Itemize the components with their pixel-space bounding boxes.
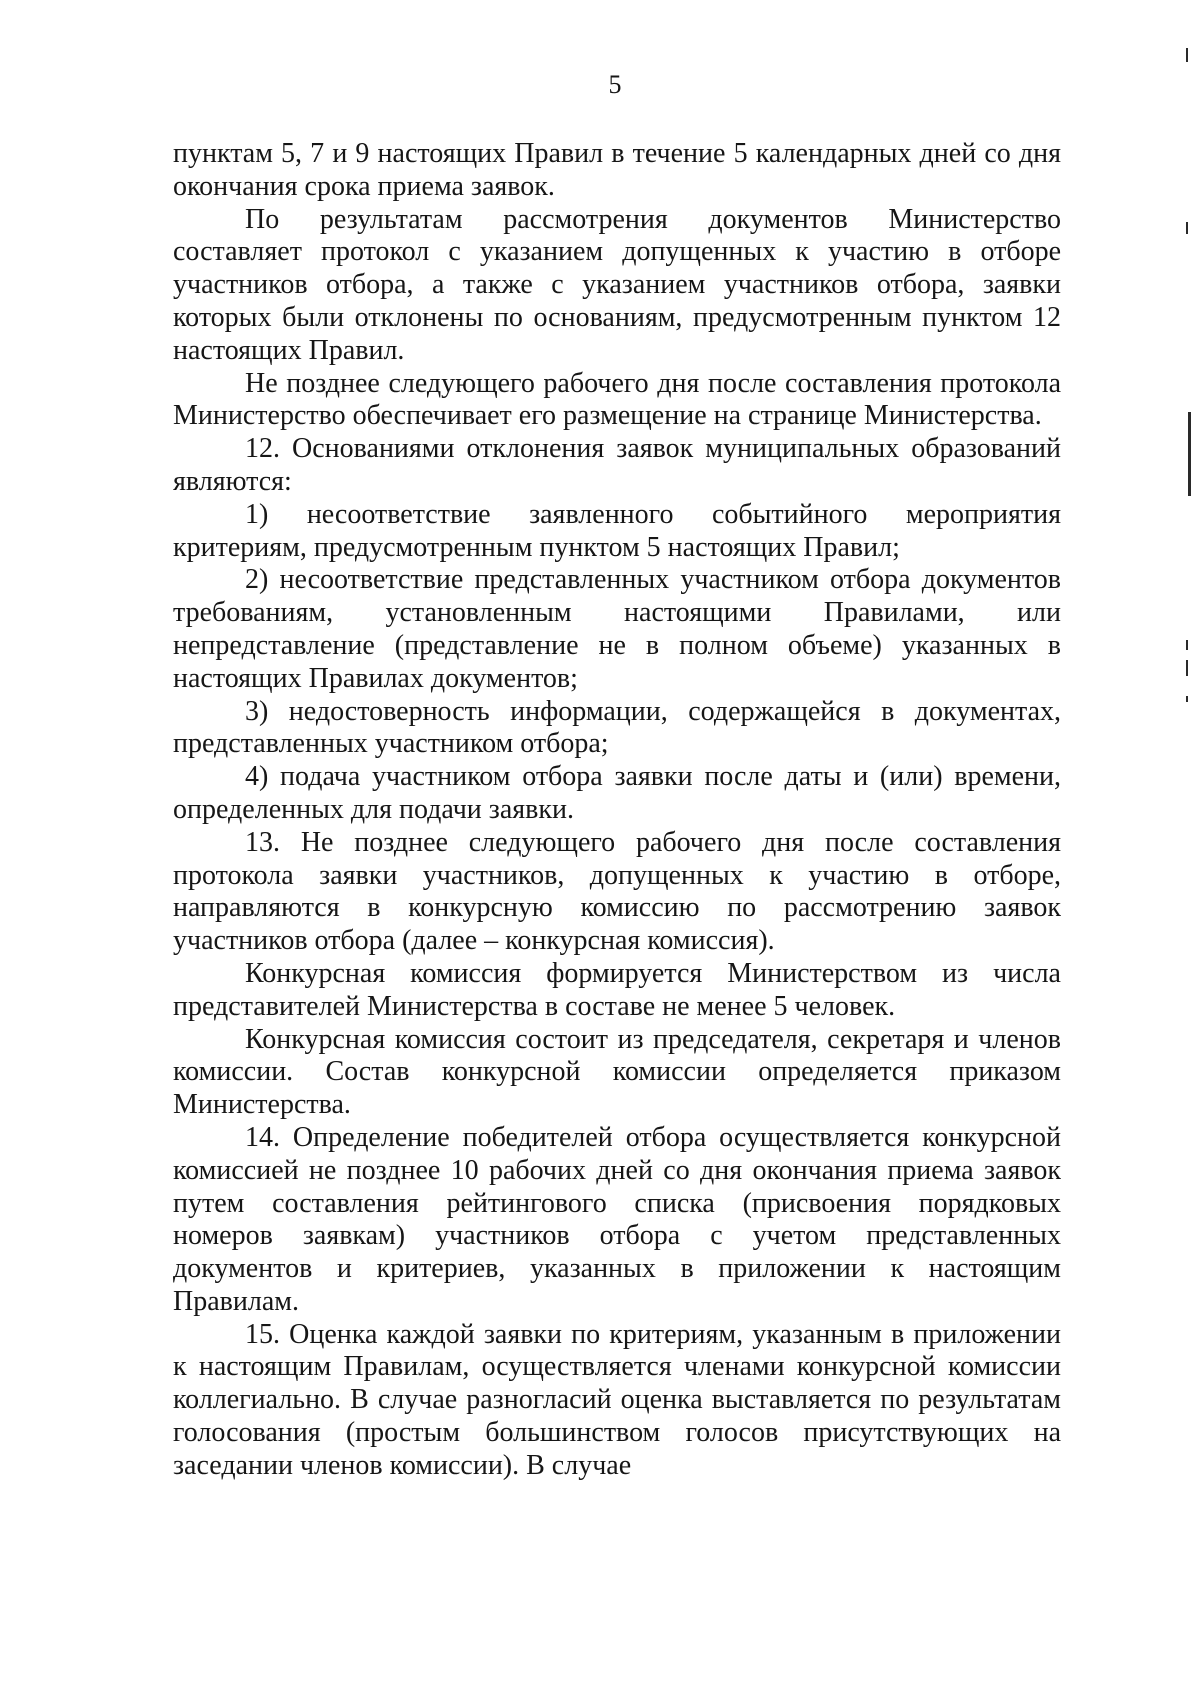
scan-artifact xyxy=(1186,222,1188,234)
paragraph-commission-formation: Конкурсная комиссия формируется Министерством из числа представителей Министерства в составе не менее 5 человек. xyxy=(173,957,1061,1022)
paragraph-continuation: пунктам 5, 7 и 9 настоящих Правил в течение 5 календарных дней со дня окончания срока приема заявок. xyxy=(173,138,1061,202)
scan-artifact xyxy=(1186,696,1188,702)
scan-artifact xyxy=(1186,660,1188,676)
scan-artifact xyxy=(1188,412,1191,496)
scan-artifact xyxy=(1186,640,1188,650)
paragraph-item-13: 13. Не позднее следующего рабочего дня после составления протокола заявки участников, допущенных к участию в отборе, направляются в конкурсную комиссию по рассмотрению заявок участников отбора (далее – конкурсная комиссия). xyxy=(173,826,1061,957)
paragraph-item-12-1: 1) несоответствие заявленного событийного мероприятия критериям, предусмотренным пунктом 5 настоящих Правил; xyxy=(173,498,1061,563)
paragraph-item-15: 15. Оценка каждой заявки по критериям, указанным в приложении к настоящим Правилам, осуществляется членами конкурсной комиссии коллегиально. В случае разногласий оценка выставляется по результатам голосования (простым большинством голосов присутствующих на заседании членов комиссии). В случае xyxy=(173,1318,1061,1481)
document-body xyxy=(173,138,1061,1483)
paragraph-item-12: 12. Основаниями отклонения заявок муниципальных образований являются: xyxy=(173,433,1061,497)
paragraph-commission-composition: Конкурсная комиссия состоит из председателя, секретаря и членов комиссии. Состав конкурсной комиссии определяется приказом Министерства. xyxy=(173,1023,1061,1121)
paragraph-review-results: По результатам рассмотрения документов Министерство составляет протокол с указанием допущенных к участию в отборе участников отбора, а также с указанием участников отбора, заявки которых были отклонены по основаниям, предусмотренным пунктом 12 настоящих Правил. xyxy=(173,203,1061,366)
scan-artifact xyxy=(1186,48,1188,62)
paragraph-protocol-publication: Не позднее следующего рабочего дня после составления протокола Министерство обеспечивает его размещение на странице Министерства. xyxy=(173,367,1061,432)
paragraph-item-14: 14. Определение победителей отбора осуществляется конкурсной комиссией не позднее 10 рабочих дней со дня окончания приема заявок путем составления рейтингового списка (присвоения порядковых номеров заявкам) участников отбора с учетом представленных документов и критериев, указанных в приложении к настоящим Правилам. xyxy=(173,1121,1061,1317)
page-number: 5 xyxy=(608,70,622,99)
paragraph-item-12-4: 4) подача участником отбора заявки после даты и (или) времени, определенных для подачи заявки. xyxy=(173,761,1061,825)
paragraph-item-12-2: 2) несоответствие представленных участником отбора документов требованиям, установленным настоящими Правилами, или непредставление (представление не в полном объеме) указанных в настоящих Правилах документов; xyxy=(173,564,1061,694)
paragraph-item-12-3: 3) недостоверность информации, содержащейся в документах, представленных участником отбора; xyxy=(173,695,1061,760)
